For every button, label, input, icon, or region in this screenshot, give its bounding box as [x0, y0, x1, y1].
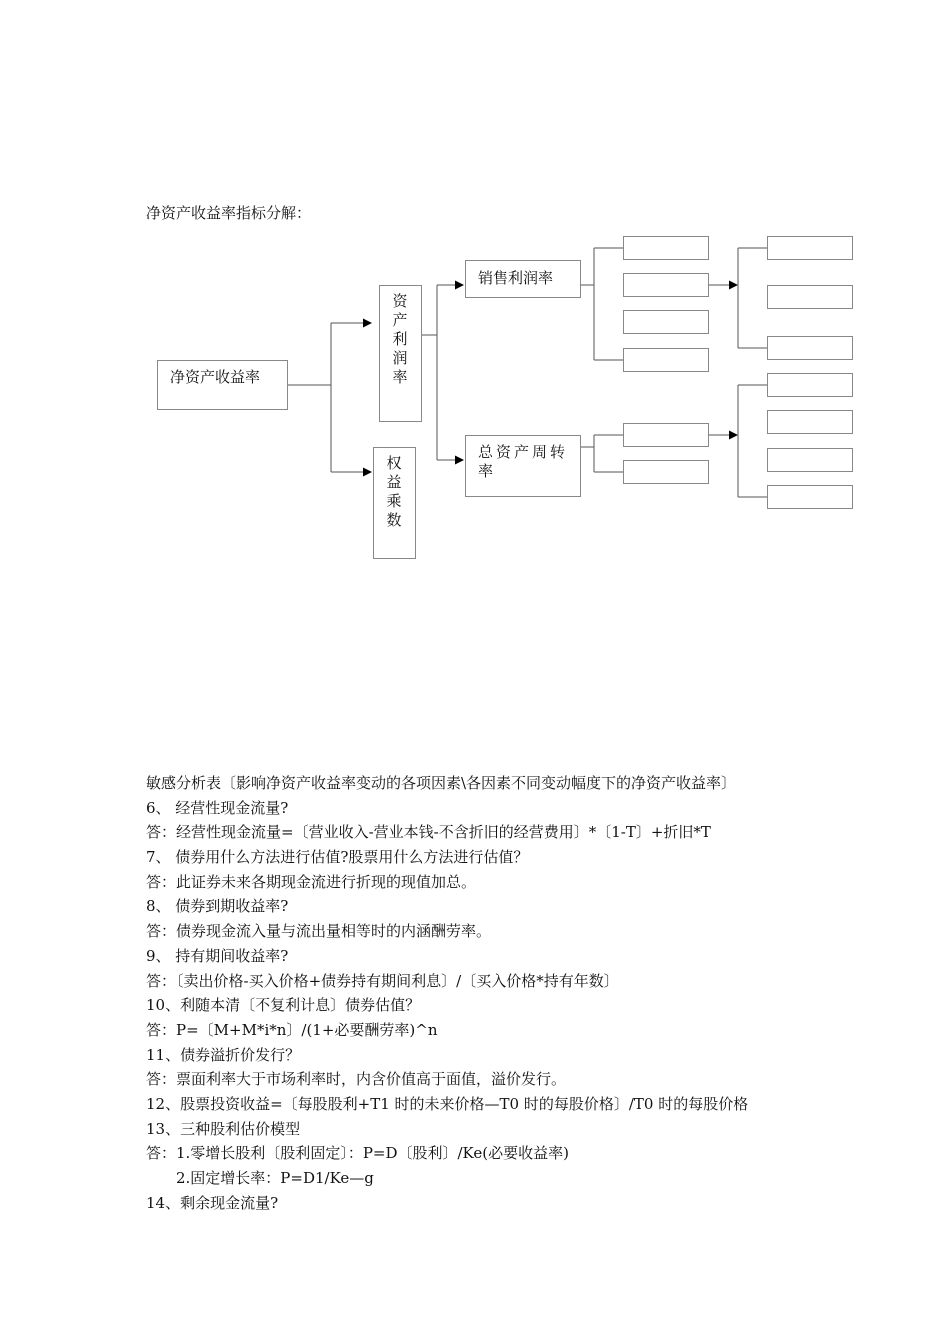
text-line: 答：经营性现金流量=〔营业收入-营业本钱-不含折旧的经营费用〕*〔1-T〕+折旧*T — [146, 823, 711, 842]
asset-profit-label: 资产利润率 — [392, 292, 408, 386]
total-asset-turnover-box — [465, 435, 581, 497]
total-asset-turnover-label: 总资产周转率 — [478, 443, 569, 480]
body-text — [146, 771, 826, 1215]
roe-label: 净资产收益率 — [170, 368, 261, 386]
equity-multiplier-label: 权益乘数 — [386, 454, 402, 529]
text-line: 12、股票投资收益=〔每股股利+T1 时的未来价格—T0 时的每股价格〕/T0 时的每股价格 — [146, 1094, 749, 1113]
text-line: 13、三种股利估价模型 — [146, 1119, 301, 1138]
empty-box — [767, 336, 853, 360]
asset-profit-box — [379, 285, 422, 422]
text-line: 答：1.零增长股利〔股利固定〕：P=D〔股利〕/Ke(必要收益率) — [146, 1144, 569, 1163]
roe-box — [157, 360, 288, 410]
text-line: 10、利随本清〔不复利计息〕债券估值？ — [146, 996, 421, 1015]
text-line: 11、债券溢折价发行？ — [146, 1045, 301, 1064]
empty-box — [623, 348, 709, 372]
empty-box — [767, 373, 853, 397]
empty-box — [623, 460, 709, 484]
text-line: 答：〔卖出价格-买入价格+债券持有期间利息〕/〔买入价格*持有年数〕 — [146, 971, 619, 990]
text-line: 答：P=〔M+M*i*n〕/(1+必要酬劳率)^n — [146, 1020, 438, 1039]
text-line: 14、剩余现金流量? — [146, 1193, 279, 1212]
text-line: 答：票面利率大于市场利率时，内含价值高于面值，溢价发行。 — [146, 1070, 567, 1089]
equity-multiplier-box — [373, 447, 416, 559]
empty-box — [623, 236, 709, 260]
empty-box — [767, 236, 853, 260]
empty-box — [623, 273, 709, 297]
diagram-heading: 净资产收益率指标分解： — [146, 204, 312, 222]
empty-box — [767, 448, 853, 472]
text-line: 6、 经营性现金流量? — [146, 798, 289, 817]
empty-box — [623, 423, 709, 447]
text-line: 敏感分析表〔影响净资产收益率变动的各项因素\各因素不同变动幅度下的净资产收益率〕 — [146, 774, 737, 792]
text-line: 答：债券现金流入量与流出量相等时的内涵酬劳率。 — [146, 922, 492, 941]
empty-box — [767, 410, 853, 434]
text-line: 9、 持有期间收益率? — [146, 946, 289, 965]
text-line: 2.固定增长率：P=D1/Ke—g — [176, 1169, 374, 1187]
text-line: 答：此证券未来各期现金流进行折现的现值加总。 — [146, 872, 477, 891]
sales-profit-label: 销售利润率 — [478, 269, 554, 287]
empty-box — [767, 485, 853, 509]
empty-box — [767, 285, 853, 309]
empty-box — [623, 310, 709, 334]
text-line: 8、 债券到期收益率? — [146, 897, 289, 916]
text-line: 7、 债券用什么方法进行估值?股票用什么方法进行估值？ — [146, 848, 529, 867]
sales-profit-box — [465, 260, 581, 298]
